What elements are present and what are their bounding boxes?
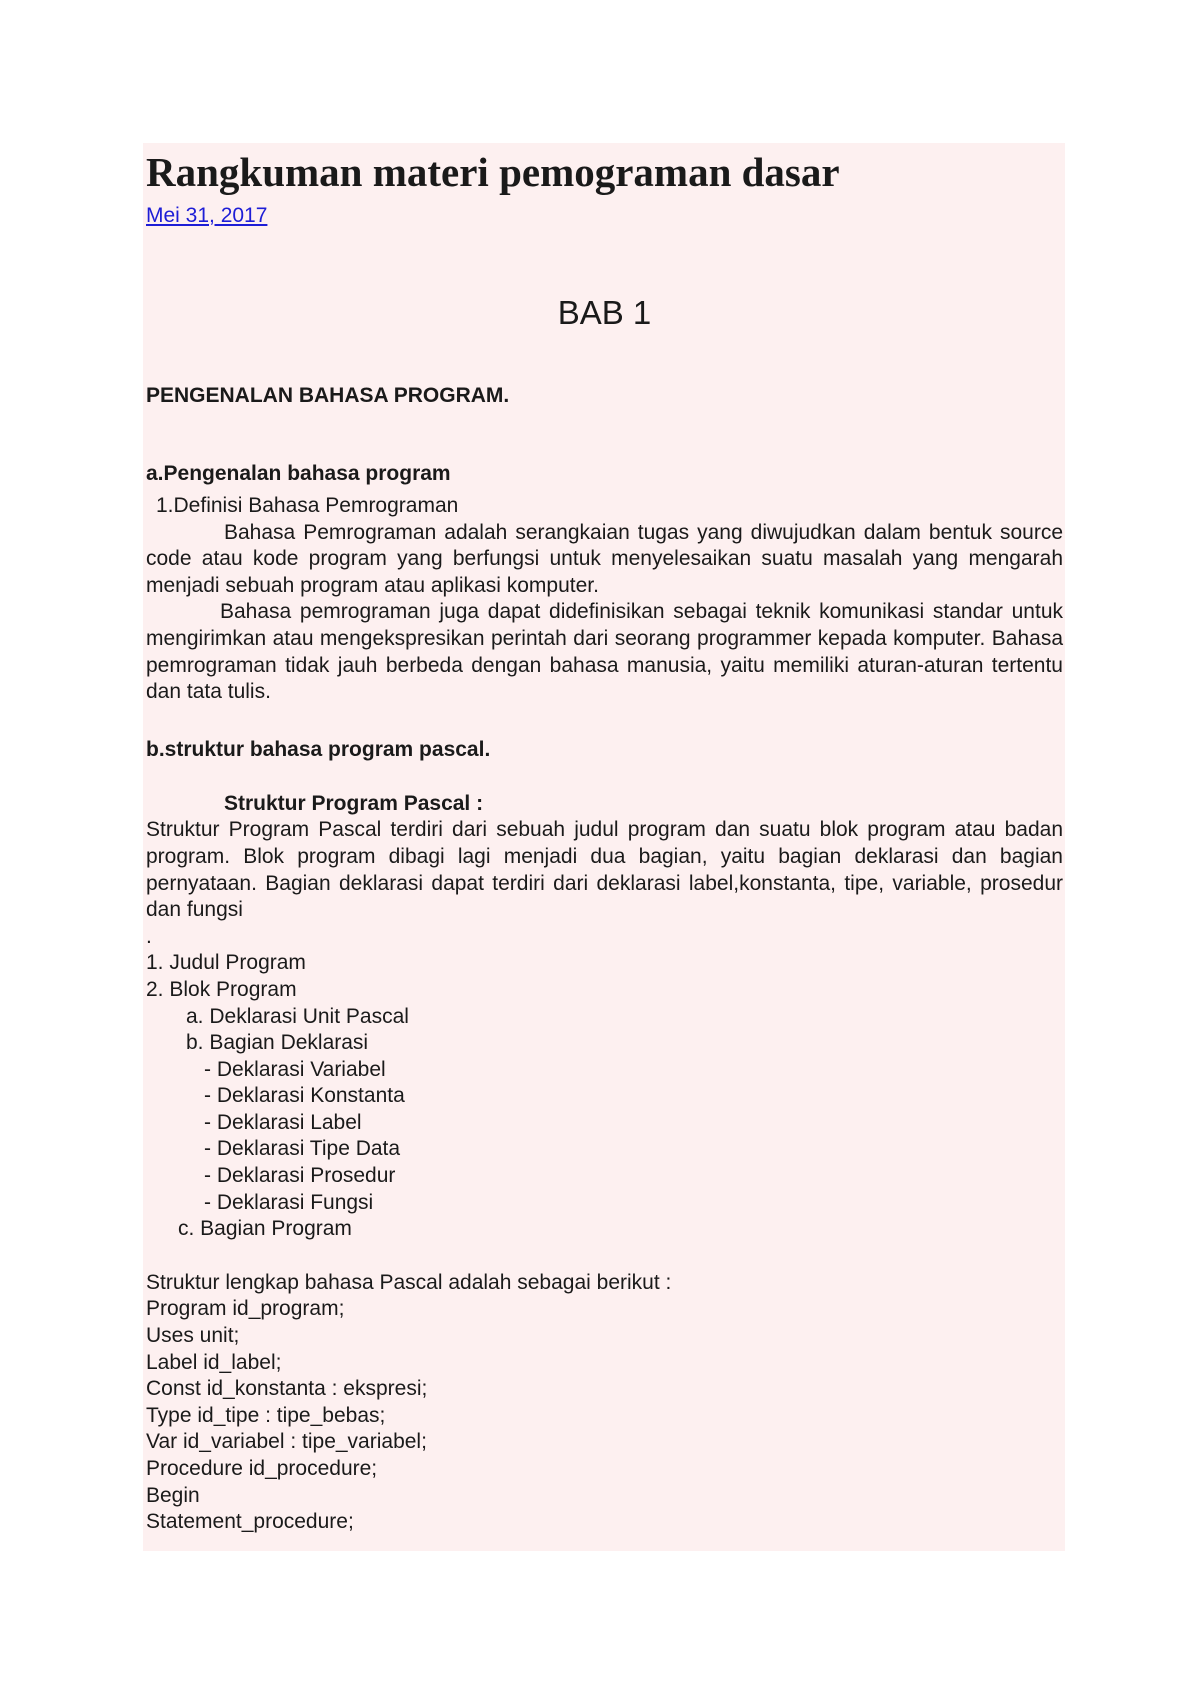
outline-item: b. Bagian Deklarasi xyxy=(186,1031,369,1055)
section-b-heading: b.struktur bahasa program pascal. xyxy=(146,737,491,761)
code-line: Program id_program; xyxy=(146,1297,345,1321)
code-line: Uses unit; xyxy=(146,1324,240,1348)
definition-paragraph-1: Bahasa Pemrograman adalah serangkaian tugas yang diwujudkan dalam bentuk source code atau kode program yang berfungsi untuk menyelesaikan suatu masalah yang mengarah menjadi sebuah program atau aplikasi komputer. xyxy=(146,520,1063,597)
article-page xyxy=(143,143,1065,1551)
chapter-heading: BAB 1 xyxy=(557,294,652,331)
outline-item: c. Bagian Program xyxy=(178,1217,352,1241)
code-line: Begin xyxy=(146,1483,200,1507)
code-line: Const id_konstanta : ekspresi; xyxy=(146,1377,428,1401)
outline-item: - Deklarasi Prosedur xyxy=(204,1164,396,1188)
post-date-link[interactable]: Mei 31, 2017 xyxy=(146,204,268,227)
outline-item: 2. Blok Program xyxy=(146,977,297,1001)
structure-intro: Struktur lengkap bahasa Pascal adalah sebagai berikut : xyxy=(146,1270,672,1294)
outline-item: - Deklarasi Tipe Data xyxy=(204,1137,401,1161)
outline-item: a. Deklarasi Unit Pascal xyxy=(186,1004,409,1028)
code-line: Procedure id_procedure; xyxy=(146,1457,378,1480)
section-a-heading: a.Pengenalan bahasa program xyxy=(146,462,451,485)
outline-item: - Deklarasi Label xyxy=(204,1110,362,1134)
article-title: Rangkuman materi pemograman dasar xyxy=(146,149,840,195)
code-line: Label id_label; xyxy=(146,1350,282,1374)
pascal-structure-subheading: Struktur Program Pascal : xyxy=(224,791,484,815)
outline-item: - Deklarasi Konstanta xyxy=(204,1084,405,1108)
outline-item: - Deklarasi Fungsi xyxy=(204,1190,374,1214)
pascal-structure-code xyxy=(146,1296,1063,1535)
outline-item: - Deklarasi Variabel xyxy=(204,1057,386,1081)
separator-dot: . xyxy=(146,924,152,948)
program-outline xyxy=(146,950,1063,1243)
code-line: Statement_procedure; xyxy=(146,1510,354,1534)
definition-item: 1.Definisi Bahasa Pemrograman xyxy=(156,494,459,517)
pascal-structure-paragraph: Struktur Program Pascal terdiri dari sebuah judul program dan suatu blok program atau badan program. Blok program dibagi lagi menjadi dua bagian, yaitu bagian deklarasi dan bagian pernyataan. Bagian deklarasi dapat terdiri dari deklarasi label,konstanta, tipe, variable, prosedur dan fungsi xyxy=(146,818,1063,922)
code-line: Var id_variabel : tipe_variabel; xyxy=(146,1430,427,1454)
definition-paragraph-2: Bahasa pemrograman juga dapat didefinisikan sebagai teknik komunikasi standar untuk mengirimkan atau mengekspresikan perintah dari seorang programmer kepada komputer. Bahasa pemrograman tidak jauh berbeda dengan bahasa manusia, yaitu memiliki aturan-aturan tertentu dan tata tulis. xyxy=(146,600,1063,704)
main-heading: PENGENALAN BAHASA PROGRAM. xyxy=(146,384,510,407)
outline-item: 1. Judul Program xyxy=(146,951,306,975)
code-line: Type id_tipe : tipe_bebas; xyxy=(146,1403,386,1427)
